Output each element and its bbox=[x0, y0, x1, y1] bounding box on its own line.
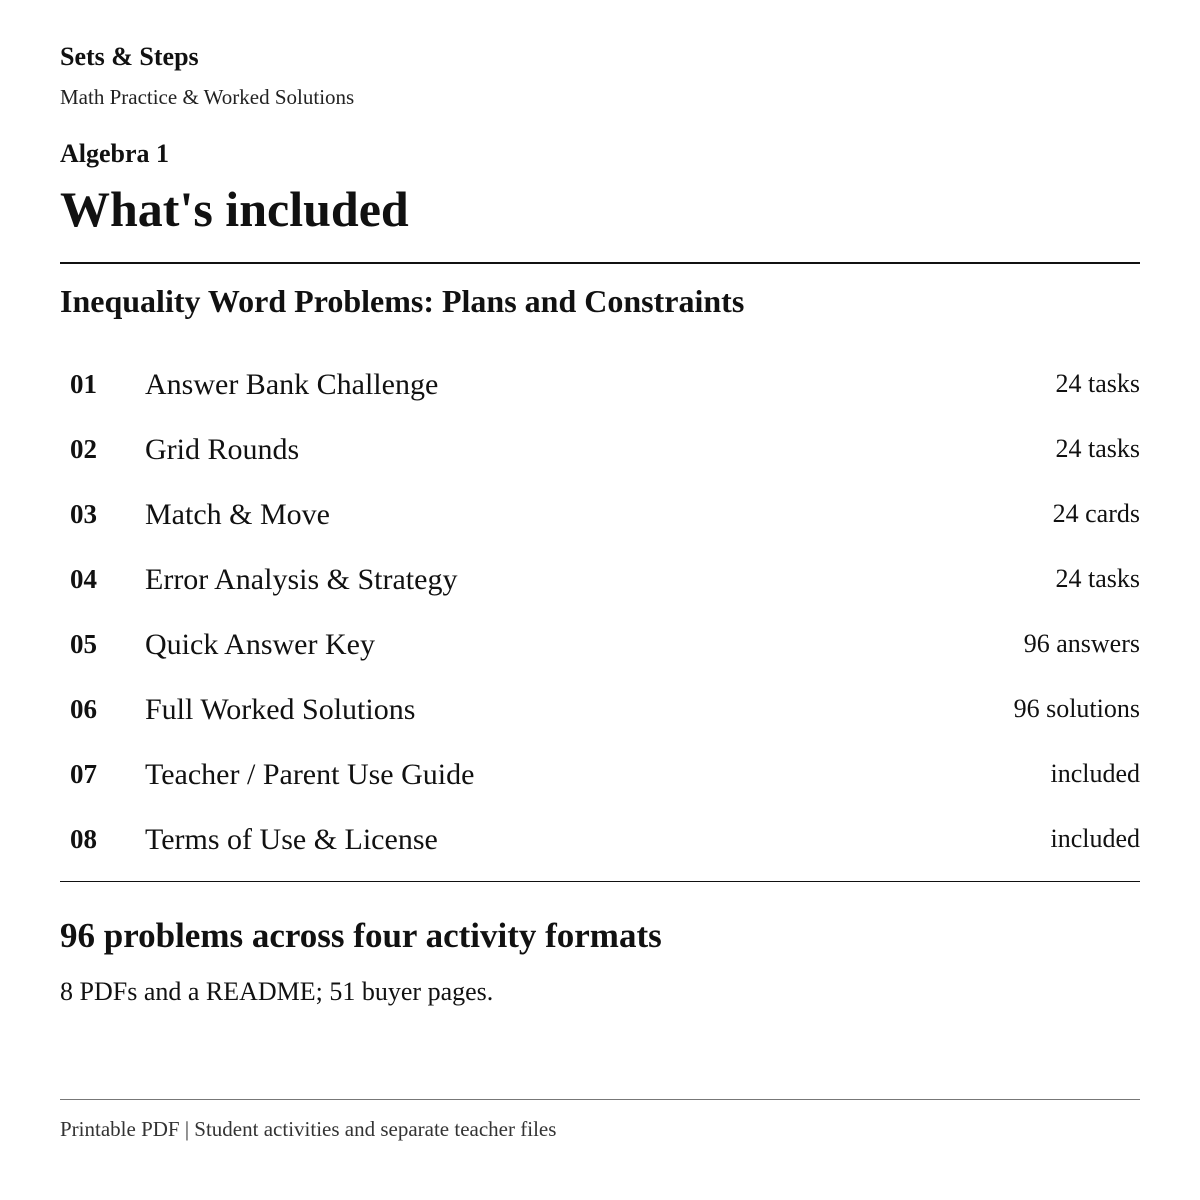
row-count: included bbox=[1050, 759, 1140, 788]
contents-row bbox=[60, 417, 1140, 482]
summary-title: 96 problems across four activity formats bbox=[60, 916, 662, 955]
row-title: Answer Bank Challenge bbox=[145, 368, 439, 401]
row-title: Grid Rounds bbox=[145, 433, 300, 466]
row-number: 04 bbox=[70, 564, 97, 594]
row-number: 03 bbox=[70, 499, 97, 529]
footer-divider bbox=[60, 1099, 1140, 1100]
row-count: 24 cards bbox=[1052, 499, 1140, 528]
contents-row bbox=[60, 807, 1140, 872]
row-count: 24 tasks bbox=[1055, 564, 1140, 593]
row-number: 06 bbox=[70, 694, 97, 724]
product-page bbox=[60, 0, 1140, 1200]
row-title: Quick Answer Key bbox=[145, 628, 375, 661]
row-count: 24 tasks bbox=[1055, 369, 1140, 398]
contents-row bbox=[60, 612, 1140, 677]
brand-name: Sets & Steps bbox=[60, 42, 199, 71]
subject-label: Algebra 1 bbox=[60, 139, 170, 168]
title-divider bbox=[60, 262, 1140, 264]
row-title: Teacher / Parent Use Guide bbox=[145, 758, 475, 791]
contents-divider bbox=[60, 881, 1140, 882]
contents-list bbox=[60, 352, 1140, 872]
summary-detail: 8 PDFs and a README; 51 buyer pages. bbox=[60, 977, 494, 1006]
contents-row bbox=[60, 742, 1140, 807]
row-count: 96 solutions bbox=[1013, 694, 1140, 723]
row-count: included bbox=[1050, 824, 1140, 853]
row-title: Full Worked Solutions bbox=[145, 693, 416, 726]
brand-tagline: Math Practice & Worked Solutions bbox=[60, 85, 355, 109]
row-number: 02 bbox=[70, 434, 97, 464]
row-count: 96 answers bbox=[1023, 629, 1140, 658]
row-number: 07 bbox=[70, 759, 97, 789]
row-title: Match & Move bbox=[145, 498, 330, 531]
contents-row bbox=[60, 547, 1140, 612]
contents-row bbox=[60, 352, 1140, 417]
row-count: 24 tasks bbox=[1055, 434, 1140, 463]
row-title: Error Analysis & Strategy bbox=[145, 563, 458, 596]
contents-row bbox=[60, 482, 1140, 547]
row-number: 01 bbox=[70, 369, 97, 399]
page-title: What's included bbox=[60, 181, 409, 237]
row-number: 08 bbox=[70, 824, 97, 854]
row-title: Terms of Use & License bbox=[145, 823, 438, 856]
footer-text: Printable PDF | Student activities and separate teacher files bbox=[60, 1117, 557, 1141]
section-title: Inequality Word Problems: Plans and Constraints bbox=[60, 283, 745, 319]
row-number: 05 bbox=[70, 629, 97, 659]
contents-row bbox=[60, 677, 1140, 742]
